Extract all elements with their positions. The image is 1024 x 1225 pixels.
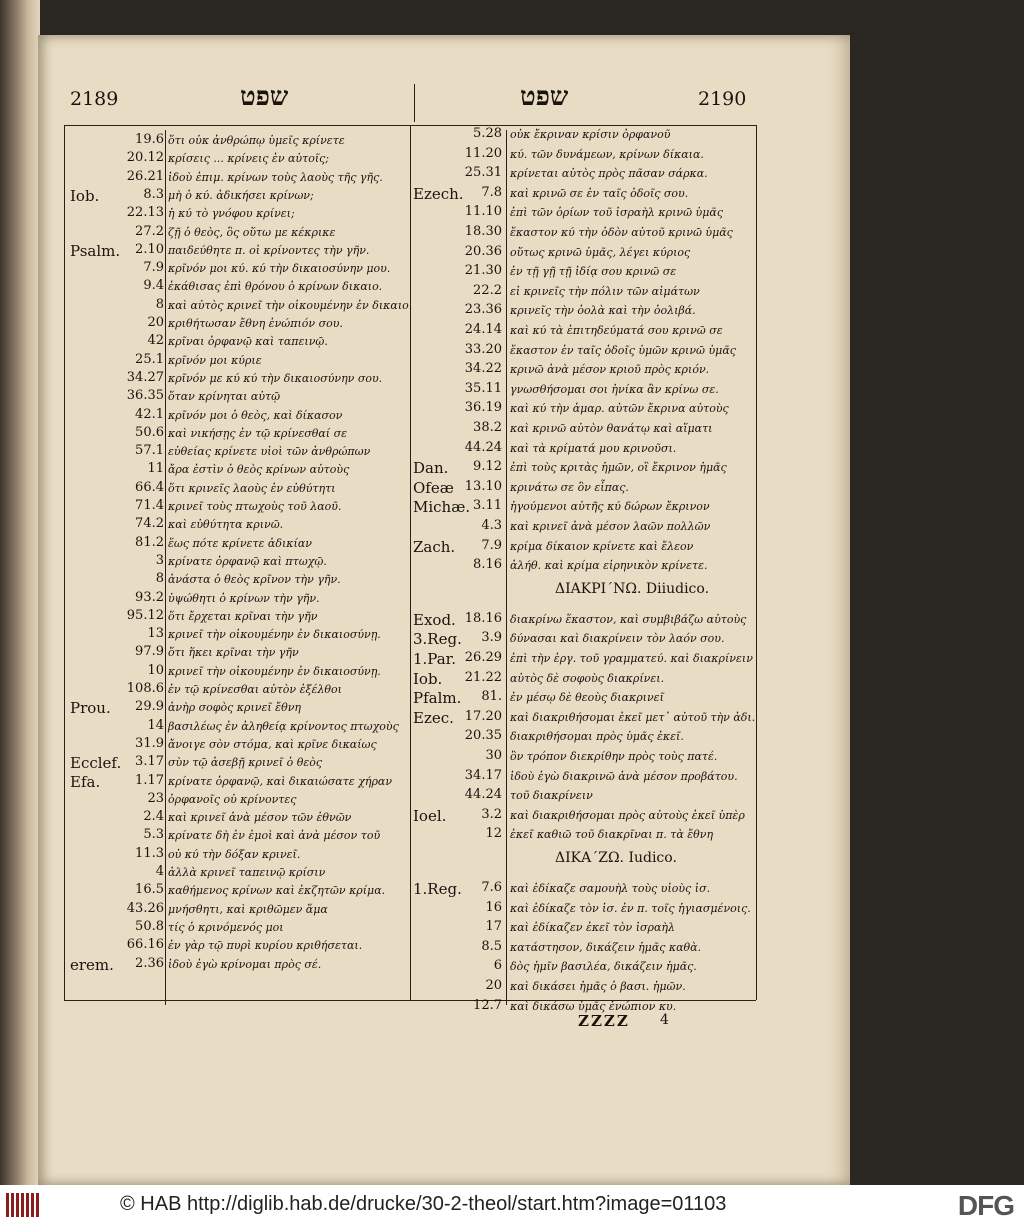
hebrew-headword-left: שפט (240, 82, 289, 112)
quotation-text: εὐθείας κρίνετε υἱοὶ τῶν ἀνθρώπων (168, 445, 371, 459)
verse-reference: 44.24 (464, 439, 502, 455)
quotation-text: ἡ κύ τὸ γνόφου κρίνει; (168, 207, 295, 221)
concordance-entry (413, 361, 753, 380)
footer-credit-link[interactable]: © HAB http://diglib.hab.de/drucke/30-2-theol/start.htm?image=01103 (120, 1193, 727, 1215)
concordance-entry (70, 150, 408, 169)
verse-reference: 11 (147, 461, 164, 477)
footer-bar (0, 1185, 1024, 1225)
concordance-entry (413, 728, 753, 747)
concordance-entry (70, 882, 408, 901)
concordance-entry (413, 479, 753, 498)
concordance-entry (413, 611, 753, 630)
concordance-entry (413, 768, 753, 787)
concordance-entry (70, 553, 408, 572)
concordance-entry (413, 263, 753, 282)
concordance-entry (70, 535, 408, 554)
catchword: ZZZZ (578, 1012, 630, 1030)
book-name: Prou. (70, 699, 111, 718)
verse-reference: 17 (485, 919, 502, 935)
verse-reference: 35.11 (464, 380, 502, 396)
verse-reference: 8 (155, 571, 164, 587)
concordance-entry (70, 278, 408, 297)
concordance-entry (70, 791, 408, 810)
quotation-text: ἐν τῷ κρίνεσθαι αὐτὸν ἐξέλθοι (168, 683, 342, 696)
verse-reference: 34.22 (464, 361, 502, 377)
verse-reference: 93.2 (135, 589, 164, 605)
verse-reference: 5.28 (473, 126, 502, 141)
quotation-text: κρίμα δίκαιον κρίνετε καὶ ἔλεον (510, 539, 694, 553)
concordance-entry (70, 809, 408, 828)
hab-logo-icon (6, 1193, 44, 1217)
verse-reference: 16.5 (135, 882, 164, 898)
quotation-text: ἄνοιγε σὸν στόμα, καὶ κρῖνε δικαίως (168, 737, 377, 751)
quotation-text: ἀνὴρ σοφὸς κρινεῖ ἔθνη (168, 701, 301, 715)
concordance-entry (70, 296, 413, 316)
verse-reference: 7.9 (143, 260, 164, 276)
verse-reference: 3.9 (481, 630, 502, 646)
outer-rule-left (64, 125, 65, 1000)
book-name: erem. (70, 955, 114, 974)
verse-reference: 50.8 (135, 918, 164, 934)
verse-reference: 7.6 (481, 880, 502, 895)
concordance-entry (413, 958, 753, 977)
concordance-entry (70, 901, 408, 920)
concordance-entry (70, 407, 408, 426)
book-name: Ezech. (413, 184, 464, 203)
quotation-text: βασιλέως ἐν ἀληθείᾳ κρίνοντος πτωχοὺς (168, 719, 399, 733)
book-name: Ioel. (413, 806, 447, 825)
verse-reference: 19.6 (135, 132, 164, 147)
concordance-entry (70, 370, 408, 389)
verse-reference: 27.2 (135, 223, 164, 239)
concordance-entry (70, 736, 408, 755)
concordance-entry (413, 748, 753, 767)
concordance-entry (70, 425, 408, 444)
hebrew-headword-right: שפט (520, 82, 569, 112)
page-number-right: 2190 (698, 88, 747, 110)
quotation-text: κρίνατε ὀρφανῷ, καὶ δικαιώσατε χήραν (168, 774, 393, 788)
verse-reference: 3.2 (481, 806, 502, 822)
book-edge (0, 0, 40, 1185)
quotation-text: καὶ κρινεῖ ἀνὰ μέσον τῶν ἐθνῶν (168, 811, 352, 825)
concordance-entry (413, 787, 753, 806)
concordance-entry (70, 187, 408, 206)
book-name: Michæ. (413, 498, 471, 517)
verse-reference: 26.21 (126, 168, 164, 184)
book-name: 3.Reg. (413, 630, 462, 649)
concordance-entry (70, 699, 408, 718)
verse-reference: 71.4 (135, 498, 164, 513)
quotation-text: καὶ ἐδίκαζε σαμουὴλ τοὺς υἱοὺς ἰσ. (510, 882, 711, 895)
concordance-entry (70, 919, 408, 938)
quotation-text: τίς ὁ κρινόμενός μοι (168, 920, 284, 934)
quotation-text: καὶ κρινεῖ ἀνὰ μέσον λαῶν πολλῶν (510, 520, 711, 533)
quotation-text: κρῖνόν μοι κύ. κύ τὴν δικαιοσύνην μου. (168, 262, 391, 276)
concordance-entry (70, 260, 408, 279)
quotation-text: κύ. τῶν δυνάμεων, κρίνων δίκαια. (510, 147, 704, 161)
verse-reference: 66.16 (126, 937, 164, 953)
quotation-text: κρινεῖ τὴν οἰκουμένην ἐν δικαιοσύνῃ. (168, 628, 381, 642)
quotation-text: τοῦ διακρίνειν (510, 789, 593, 803)
quotation-text: κρῖνόν μοι κύριε (168, 353, 262, 367)
quotation-text: κρίνατε ὀρφανῷ καὶ πτωχῷ. (168, 554, 327, 568)
verse-reference: 1.17 (135, 772, 164, 788)
concordance-entry (413, 498, 753, 517)
quotation-text: κρῖναι ὀρφανῷ καὶ ταπεινῷ. (168, 335, 328, 349)
concordance-entry (413, 880, 753, 899)
verse-reference: 33.20 (464, 341, 502, 357)
quotation-text: ζῇ ὁ θεὸς, ὃς οὕτω με κέκρικε (168, 225, 336, 239)
signature-mark: 4 (660, 1012, 669, 1028)
verse-reference: 30 (485, 748, 502, 763)
quotation-text: κρινεῖ τοὺς πτωχοὺς τοῦ λαοῦ. (168, 500, 342, 513)
verse-reference: 11.3 (135, 845, 164, 861)
concordance-entry (413, 557, 753, 576)
book-name: Ecclef. (70, 754, 122, 773)
concordance-entry (413, 283, 753, 302)
verse-reference: 74.2 (135, 516, 164, 532)
quotation-text: δύνασαι καὶ διακρίνειν τὸν λαόν σου. (510, 632, 725, 646)
verse-reference: 20.35 (464, 728, 502, 744)
concordance-entry (413, 630, 753, 649)
quotation-text: ἐκάθισας ἐπὶ θρόνου ὁ κρίνων δικαιο. (168, 280, 383, 294)
quotation-text: κρινεῖ τὴν οἰκουμένην ἐν δικαιοσύνῃ. (168, 664, 381, 678)
concordance-entry (70, 315, 408, 334)
quotation-text: κρίσεις ... κρίνεις ἐν αὐτοῖς; (168, 152, 330, 166)
concordance-entry (413, 440, 753, 459)
quotation-text: ἕκαστον ἐν ταῖς ὁδοῖς ὑμῶν κρινῶ ὑμᾶς (510, 343, 736, 357)
verse-reference: 34.27 (126, 369, 164, 385)
quotation-text: καὶ εὐθύτητα κρινῶ. (168, 518, 284, 532)
quotation-text: ὀρφανοῖς οὐ κρίνοντες (168, 792, 297, 806)
quotation-text: ἰδοὺ ἐγὼ διακρινῶ ἀνὰ μέσον προβάτου. (510, 769, 738, 783)
verse-reference: 26.29 (464, 650, 502, 665)
verse-reference: 95.12 (126, 607, 164, 623)
verse-reference: 9.4 (143, 278, 164, 294)
verse-reference: 7.8 (481, 184, 502, 200)
concordance-entry (413, 670, 753, 689)
verse-reference: 13.10 (464, 478, 502, 494)
book-name: Efa. (70, 772, 101, 791)
quotation-text: ἐπὶ τοὺς κριτὰς ἡμῶν, οἳ ἔκρινον ἡμᾶς (510, 461, 727, 475)
verse-reference: 3 (155, 552, 164, 568)
concordance-entry (70, 590, 408, 609)
concordance-entry (70, 224, 408, 243)
quotation-text: ὅτι οὐκ ἀνθρώπῳ ὑμεῖς κρίνετε (168, 134, 345, 147)
quotation-text: καὶ κύ τὴν ἁμαρ. αὐτῶν ἔκρινα αὐτοὺς (510, 402, 729, 416)
concordance-entry (70, 169, 408, 188)
concordance-entry (70, 864, 408, 883)
concordance-entry (70, 498, 408, 517)
concordance-entry (70, 516, 408, 535)
verse-reference: 8.5 (481, 938, 502, 954)
book-name: Ofeæ (413, 478, 454, 497)
quotation-text: ἐν μέσῳ δὲ θεοὺς διακρινεῖ (510, 691, 664, 705)
concordance-entry (413, 978, 753, 997)
verse-reference: 42 (147, 333, 164, 349)
verse-reference: 2.36 (135, 955, 164, 971)
quotation-text: αὐτὸς δὲ σοφοὺς διακρίνει. (510, 671, 665, 685)
verse-reference: 22.2 (473, 282, 502, 298)
concordance-entry (70, 461, 408, 480)
quotation-text: καὶ δικάσει ἡμᾶς ὁ βασι. ἡμῶν. (510, 980, 686, 993)
concordance-entry (70, 644, 408, 663)
verse-reference: 81. (481, 689, 502, 705)
verse-reference: 29.9 (135, 699, 164, 715)
quotation-text: καὶ ἐδίκαζε τὸν ἰσ. ἐν π. τοῖς ἡγιασμένοις. (510, 901, 751, 915)
verse-reference: 81.2 (135, 534, 164, 550)
quotation-text: κρινῶ ἀνὰ μέσον κριοῦ πρὸς κριόν. (510, 363, 710, 377)
quotation-text: ὃν τρόπον διεκρίθην πρὸς τοὺς πατέ. (510, 750, 718, 763)
verse-reference: 43.26 (126, 900, 164, 916)
quotation-text: καὶ διακριθήσομαι ἐκεῖ μετ᾽ αὐτοῦ τὴν ἀδι. (510, 710, 756, 724)
quotation-text: γνωσθήσομαι σοι ἡνίκα ἂν κρίνω σε. (510, 382, 719, 396)
quotation-text: κρῖνόν με κύ κύ τὴν δικαιοσύνην σου. (168, 371, 383, 385)
quotation-text: μνήσθητι, καὶ κριθῶμεν ἅμα (168, 902, 328, 916)
verse-reference: 4 (155, 864, 164, 879)
concordance-entry (70, 480, 408, 499)
book-name: Zach. (413, 537, 456, 556)
quotation-text: καὶ κρινῶ σε ἐν ταῖς ὁδοῖς σου. (510, 186, 689, 200)
concordance-entry (70, 571, 408, 590)
dfg-logo: DFG (957, 1190, 1014, 1221)
concordance-entry (413, 165, 753, 184)
quotation-text: δὸς ἡμῖν βασιλέα, δικάζειν ἡμᾶς. (510, 960, 697, 974)
quotation-text: σὺν τῷ ἀσεβῇ κρινεῖ ὁ θεὸς (168, 756, 323, 770)
concordance-entry (413, 146, 753, 165)
verse-reference: 50.6 (135, 424, 164, 440)
verse-reference: 38.2 (473, 420, 502, 435)
concordance-entry (413, 807, 753, 826)
verse-reference: 9.12 (473, 459, 502, 475)
concordance-entry (70, 754, 408, 773)
concordance-entry (70, 443, 408, 462)
quotation-text: ὅταν κρίνηται αὐτῷ (168, 390, 281, 404)
verse-reference: 97.9 (135, 644, 164, 660)
quotation-text: καὶ κύ τὰ ἐπιτηδεύματά σου κρινῶ σε (510, 324, 723, 337)
concordance-entry (413, 342, 753, 361)
quotation-text: καὶ αὐτὸς κρινεῖ τὴν οἰκουμένην ἐν δικαιο. (168, 298, 413, 312)
book-name: Exod. (413, 610, 456, 629)
book-name: Dan. (413, 459, 449, 478)
concordance-entry (413, 126, 753, 145)
verse-reference: 23.36 (464, 302, 502, 318)
book-name: Iob. (413, 669, 443, 688)
quotation-text: καθήμενος κρίνων καὶ ἐκζητῶν κρίμα. (168, 884, 386, 898)
verse-reference: 22.13 (126, 205, 164, 221)
concordance-entry (413, 244, 753, 263)
verse-reference: 5.3 (143, 827, 164, 843)
verse-reference: 25.31 (464, 165, 502, 181)
quotation-text: κατάστησον, δικάζειν ἡμᾶς καθὰ. (510, 940, 702, 954)
section-heading: ΔΙΚΑ΄ΖΩ. Iudico. (555, 850, 677, 866)
verse-reference: 36.19 (464, 400, 502, 416)
verse-reference: 108.6 (126, 681, 164, 696)
concordance-entry (413, 400, 753, 419)
concordance-entry (70, 773, 408, 792)
header-divider (414, 84, 415, 122)
concordance-entry (70, 827, 408, 846)
quotation-text: κριθήτωσαν ἔθνη ἐνώπιόν σου. (168, 317, 343, 330)
concordance-entry (413, 650, 753, 669)
quotation-text: διακριθήσομαι πρὸς ὑμᾶς ἐκεῖ. (510, 730, 684, 744)
verse-reference: 20.36 (464, 243, 502, 259)
quotation-text: εἰ κρινεῖς τὴν πόλιν τῶν αἱμάτων (510, 284, 700, 298)
concordance-entry (413, 381, 753, 400)
verse-reference: 6 (493, 958, 502, 974)
quotation-text: ἰδοὺ ἐπιμ. κρίνων τοὺς λαοὺς τῆς γῆς. (168, 170, 383, 184)
verse-reference: 3.17 (135, 754, 164, 770)
verse-reference: 66.4 (135, 479, 164, 495)
verse-reference: 44.24 (464, 787, 502, 803)
quotation-text: κρινάτω σε ὃν εἶπας. (510, 480, 629, 494)
quotation-text: ἐν γὰρ τῷ πυρὶ κυρίου κριθήσεται. (168, 939, 363, 953)
concordance-entry (70, 663, 408, 682)
page-number-left: 2189 (70, 88, 119, 110)
concordance-entry (413, 518, 753, 537)
quotation-text: ὅτι ἥκει κρῖναι τὴν γῆν (168, 646, 299, 660)
quotation-text: παιδεύθητε π. οἱ κρίνοντες τὴν γῆν. (168, 243, 370, 257)
quotation-text: ὅτι κρινεῖς λαοὺς ἐν εὐθύτητι (168, 481, 336, 495)
verse-reference: 21.22 (464, 669, 502, 685)
book-name: Psalm. (70, 241, 121, 260)
quotation-text: ἄρα ἐστὶν ὁ θεὸς κρίνων αὐτοὺς (168, 463, 350, 477)
verse-reference: 13 (147, 626, 164, 642)
quotation-text: κρινεῖς τὴν ὀολὰ καὶ τὴν ὀολιβά. (510, 304, 696, 318)
verse-reference: 7.9 (481, 537, 502, 553)
verse-reference: 34.17 (464, 767, 502, 783)
verse-reference: 2.4 (143, 809, 164, 825)
quotation-text: καὶ νικήσῃς ἐν τῷ κρίνεσθαί σε (168, 426, 348, 440)
quotation-text: ἀλήθ. καὶ κρίμα εἰρηνικὸν κρίνετε. (510, 559, 708, 573)
concordance-entry (70, 388, 408, 407)
verse-reference: 16 (485, 899, 502, 915)
verse-reference: 10 (147, 662, 164, 678)
verse-reference: 18.16 (464, 610, 502, 626)
outer-rule-right (756, 125, 757, 1000)
quotation-text: ὑψώθητι ὁ κρίνων τὴν γῆν. (168, 591, 320, 605)
concordance-entry (413, 689, 753, 708)
concordance-entry (70, 608, 408, 627)
verse-reference: 12.7 (473, 997, 502, 1013)
verse-reference: 20 (485, 978, 502, 993)
concordance-entry (413, 900, 753, 919)
concordance-entry (70, 132, 408, 151)
concordance-entry (70, 333, 408, 352)
verse-reference: 57.1 (135, 443, 164, 459)
concordance-entry (413, 459, 753, 478)
quotation-text: ἐπὶ τὴν ἐργ. τοῦ γραμματεύ. καὶ διακρίνειν (510, 652, 753, 665)
quotation-text: οὕτως κρινῶ ὑμᾶς, λέγει κύριος (510, 245, 691, 259)
verse-reference: 24.14 (464, 322, 502, 337)
quotation-text: ἀλλὰ κρινεῖ ταπεινῷ κρίσιν (168, 866, 326, 879)
verse-reference: 8.16 (473, 557, 502, 573)
verse-reference: 20.12 (126, 150, 164, 166)
concordance-entry (70, 956, 408, 975)
quotation-text: μὴ ὁ κύ. ἀδικήσει κρίνων; (168, 188, 314, 202)
quotation-text: οὐ κύ τὴν δόξαν κρινεῖ. (168, 847, 301, 861)
quotation-text: ἰδοὺ ἐγὼ κρίνομαι πρὸς σέ. (168, 957, 322, 971)
quotation-text: κρίνεται αὐτὸς πρὸς πᾶσαν σάρκα. (510, 167, 708, 181)
verse-reference: 11.20 (464, 145, 502, 161)
concordance-entry (70, 718, 408, 737)
quotation-text: ἕκαστον κύ τὴν ὁδὸν αὐτοῦ κρινῶ ὑμᾶς (510, 226, 733, 239)
concordance-entry (413, 322, 753, 341)
concordance-entry (413, 826, 753, 845)
quotation-text: οὐκ ἔκριναν κρίσιν ὀρφανοῦ (510, 128, 671, 141)
verse-reference: 25.1 (135, 351, 164, 367)
quotation-text: κρῖνόν μοι ὁ θεὸς, καὶ δίκασον (168, 408, 343, 422)
concordance-entry (413, 538, 753, 557)
book-name: Pfalm. (413, 689, 462, 708)
concordance-entry (413, 919, 753, 938)
verse-reference: 2.10 (135, 241, 164, 257)
concordance-entry (413, 185, 753, 204)
verse-reference: 14 (147, 717, 164, 733)
verse-reference: 4.3 (481, 518, 502, 533)
book-name: Iob. (70, 186, 100, 205)
quotation-text: διακρίνω ἕκαστον, καὶ συμβιβάζω αὐτοὺς (510, 612, 747, 626)
quotation-text: καὶ δικάσω ὑμᾶς ἐνώπιον κυ. (510, 999, 677, 1013)
quotation-text: ὅτι ἔρχεται κρῖναι τὴν γῆν (168, 609, 318, 623)
center-rule (410, 125, 411, 1000)
quotation-text: ἀνάστα ὁ θεὸς κρῖνον τὴν γῆν. (168, 573, 341, 587)
verse-reference: 21.30 (464, 263, 502, 279)
verse-reference: 18.30 (464, 224, 502, 239)
verse-reference: 31.9 (135, 735, 164, 751)
quotation-text: ἡγούμενοι αὐτῆς κύ δώρων ἔκρινον (510, 500, 710, 514)
concordance-entry (413, 224, 753, 243)
quotation-text: καὶ τὰ κρίματά μου κρινοῦσι. (510, 441, 677, 455)
concordance-entry (413, 939, 753, 958)
quotation-text: ἐπὶ τῶν ὁρίων τοῦ ἰσραὴλ κρινῶ ὑμᾶς (510, 206, 723, 220)
concordance-entry (413, 302, 753, 321)
verse-reference: 23 (147, 790, 164, 806)
quotation-text: καὶ διακριθήσομαι πρὸς αὐτοὺς ἐκεῖ ὑπὲρ (510, 808, 745, 822)
quotation-text: κρίνατε δὴ ἐν ἐμοὶ καὶ ἀνὰ μέσον τοῦ (168, 829, 381, 843)
quotation-text: ἐκεῖ καθιῶ τοῦ διακρῖναι π. τὰ ἔθνη (510, 828, 714, 842)
quotation-text: καὶ κρινῶ αὐτὸν θανάτῳ καὶ αἵματι (510, 422, 713, 435)
concordance-entry (413, 204, 753, 223)
verse-reference: 36.35 (126, 388, 164, 404)
concordance-entry (70, 681, 408, 700)
verse-reference: 12 (485, 826, 502, 842)
concordance-entry (413, 420, 753, 439)
concordance-entry (70, 846, 408, 865)
quotation-text: καὶ ἐδίκαζεν ἐκεῖ τὸν ἰσραὴλ (510, 921, 675, 935)
concordance-entry (70, 626, 408, 645)
concordance-entry (70, 937, 408, 956)
verse-reference: 3.11 (473, 498, 502, 514)
verse-reference: 17.20 (464, 708, 502, 724)
concordance-entry (70, 242, 408, 261)
verse-reference: 8 (155, 296, 164, 312)
concordance-entry (413, 708, 756, 728)
book-name: Ezec. (413, 708, 454, 727)
verse-reference: 11.10 (464, 204, 502, 220)
quotation-text: ἕως πότε κρίνετε ἀδικίαν (168, 536, 312, 550)
concordance-entry (70, 352, 408, 371)
book-name: 1.Par. (413, 650, 456, 668)
verse-reference: 42.1 (135, 406, 164, 422)
verse-reference: 8.3 (143, 186, 164, 202)
section-heading: ΔΙΑΚΡΙ΄ΝΩ. Diiudico. (555, 580, 710, 597)
quotation-text: ἐν τῇ γῇ τῇ ἰδίᾳ σου κρινῶ σε (510, 265, 677, 279)
concordance-entry (70, 205, 408, 224)
book-name: 1.Reg. (413, 880, 462, 898)
verse-reference: 20 (147, 315, 164, 330)
